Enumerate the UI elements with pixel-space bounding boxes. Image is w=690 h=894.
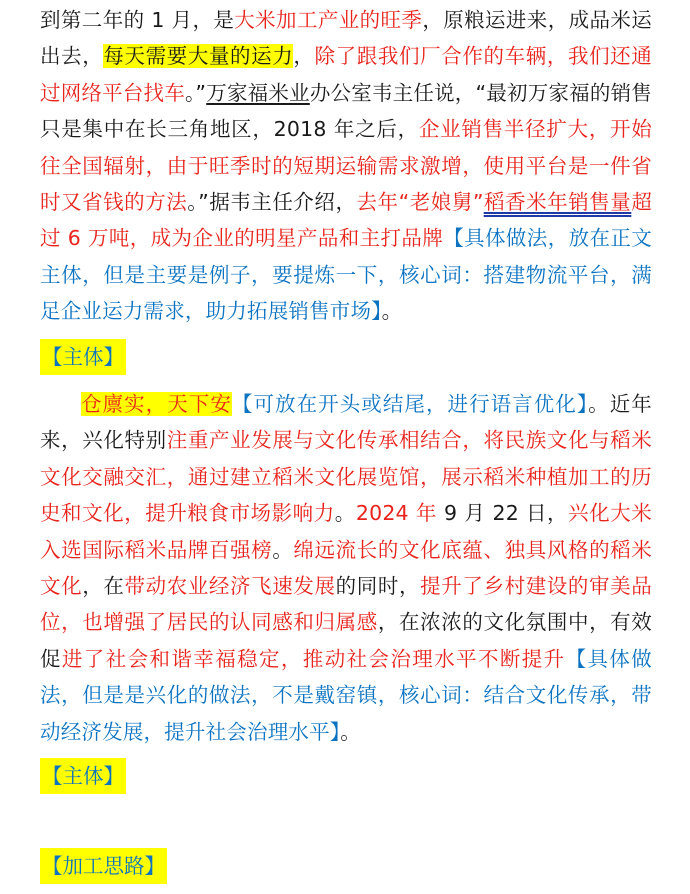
section-heading-body-1: 【主体】 bbox=[40, 339, 126, 375]
text-run: ， bbox=[293, 44, 315, 69]
emphasis-run: 提升了乡村建设的审美品位，也增强了居民的认同感和归属感 bbox=[40, 574, 652, 635]
text-run: 。 bbox=[340, 719, 361, 744]
emphasis-run: 除了跟我们厂合作的车辆，我们还通过网络平台找车 bbox=[40, 44, 652, 105]
emphasis-run: 2024 年 bbox=[355, 501, 437, 526]
text-run: 到第二年的 1 月，是 bbox=[40, 8, 235, 32]
text-run: ，在浓浓的文化氛围中，有效促 bbox=[40, 610, 652, 671]
underlined-company-name: 万家福米业 bbox=[206, 80, 310, 105]
text-run: 办公室韦主任说，“最初万家福的销售只是集中在长三角地区，2018 年之后， bbox=[40, 80, 652, 142]
paragraph-xinghua-culture bbox=[40, 386, 652, 750]
text-run: 。” bbox=[184, 80, 207, 105]
text-run: 。 bbox=[381, 299, 403, 324]
text-run: ，在 bbox=[82, 574, 125, 599]
section-heading-body-2: 【主体】 bbox=[40, 758, 126, 794]
emphasis-run: 进了社会和谐幸福稳定，推动社会治理水平不断提升 bbox=[61, 646, 566, 671]
emphasis-run: 大米加工产业的旺季 bbox=[234, 8, 423, 32]
emphasis-run: 绵远流长的文化底蕴、独具风格的稻米文化 bbox=[40, 537, 652, 599]
editor-comment: 【具体做法，放在正文主体，但是主要是例子，要提炼一下，核心词：搭建物流平台，满足企业运力需求，助力拓展销售市场】 bbox=[40, 226, 652, 324]
emphasis-run: 超过 6 万吨，成为企业的明星产品和主打品牌 bbox=[40, 190, 653, 251]
text-run: 9 月 22 日， bbox=[436, 501, 569, 526]
editor-comment: 【具体做法，但是是兴化的做法，不是戴窑镇，核心词：结合文化传承，带动经济发展，提升社会治理水平】 bbox=[40, 646, 652, 744]
emphasis-run: 企业销售半径扩大，开始往全国辐射，由于旺季时的短期运输需求激增，使用平台是一件省时又省钱的方法 bbox=[40, 117, 653, 215]
editor-comment: 【可放在开头或结尾，进行语言优化】 bbox=[231, 392, 589, 416]
paragraph-wanjiafu bbox=[40, 2, 652, 330]
text-run: 。”据韦主任介绍， bbox=[187, 190, 357, 215]
emphasis-run: 注重产业发展与文化传承相结合，将民族文化与稻米文化交融交汇，通过建立稻米文化展览馆，展示稻米种植加工的历史和文化，提升粮食市场影响力 bbox=[40, 428, 653, 526]
text-run: 。 bbox=[272, 537, 294, 562]
emphasis-run: 兴化大米入选国际稻米品牌百强榜 bbox=[40, 501, 652, 562]
text-run: 的同时， bbox=[335, 574, 421, 599]
text-run: ，原粮运进来，成品米运出去， bbox=[40, 8, 652, 69]
double-underlined-run: 稻香米年销售量 bbox=[483, 190, 632, 215]
emphasis-run: 去年“老娘舅” bbox=[356, 190, 484, 215]
section-heading-processing-ideas: 【加工思路】 bbox=[40, 848, 167, 884]
emphasis-run: 带动农业经济飞速发展 bbox=[124, 574, 336, 599]
text-run: 。 bbox=[334, 501, 356, 526]
highlighted-run: 每天需要大量的运力 bbox=[103, 44, 294, 69]
text-run: 。近年来，兴化特别 bbox=[40, 392, 652, 453]
highlighted-emphasis-run: 仓廪实，天下安 bbox=[81, 392, 232, 416]
